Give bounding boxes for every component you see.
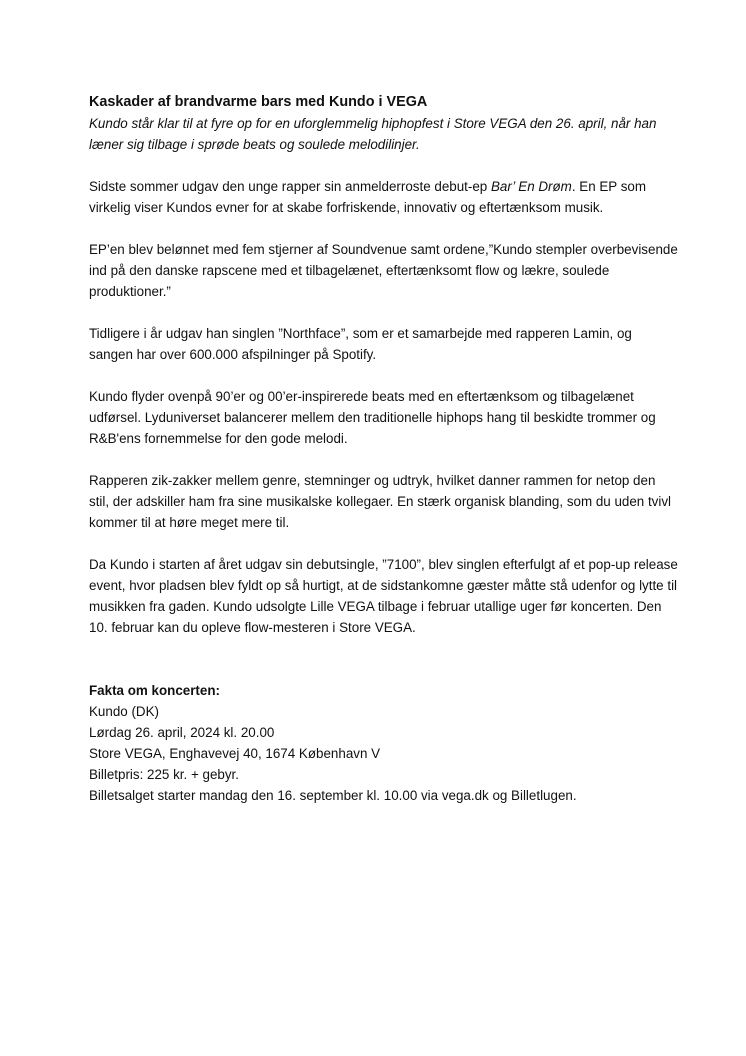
headline: Kaskader af brandvarme bars med Kundo i VEGA (89, 94, 428, 110)
paragraph-text: Sidste sommer udgav den unge rapper sin anmelderroste debut-ep (89, 179, 491, 194)
facts-section (89, 680, 679, 806)
facts-title: Fakta om koncerten: (89, 683, 220, 698)
paragraph-single: Tidligere i år udgav han singlen ”Northface”, som er et samarbejde med rapperen Lamin, og sangen har over 600.000 afspilninger på Spotify. (89, 326, 632, 362)
press-release-page (89, 92, 679, 806)
ep-title: Bar’ En Drøm (490, 179, 572, 194)
facts-price: Billetpris: 225 kr. + gebyr. (89, 767, 239, 782)
facts-ticket-sale: Billetsalget starter mandag den 16. september kl. 10.00 via vega.dk og Billetlugen. (89, 788, 577, 803)
paragraph-debut-ep (89, 176, 679, 218)
lead-paragraph: Kundo står klar til at fyre op for en uforglemmelig hiphopfest i Store VEGA den 26. april, når han læner sig tilbage i sprøde beats og soulede melodilinjer. (89, 116, 657, 152)
paragraph-sound: Kundo flyder ovenpå 90’er og 00’er-inspirerede beats med en eftertænksom og tilbagelænet udførsel. Lyduniverset balancerer mellem den traditionelle hiphops hang til beskidte trommer og R&B'ens fornemmelse for den gode melodi. (89, 389, 656, 446)
facts-venue: Store VEGA, Enghavevej 40, 1674 København V (89, 746, 381, 761)
facts-date: Lørdag 26. april, 2024 kl. 20.00 (89, 725, 275, 740)
facts-artist: Kundo (DK) (89, 704, 159, 719)
paragraph-review: EP’en blev belønnet med fem stjerner af Soundvenue samt ordene,”Kundo stempler overbevisende ind på den danske rapscene med et tilbagelænet, eftertænksomt flow og lækre, soulede produktioner.” (89, 242, 678, 299)
paragraph-history: Da Kundo i starten af året udgav sin debutsingle, ”7100”, blev singlen efterfulgt af et pop-up release event, hvor pladsen blev fyldt op så hurtigt, at de sidstankomne gæster måtte stå udenfor og lytte til musikken fra gaden. Kundo udsolgte Lille VEGA tilbage i februar utallige uger før koncerten. Den 10. februar kan du opleve flow-mesteren i Store VEGA. (89, 557, 678, 635)
paragraph-style: Rapperen zik-zakker mellem genre, stemninger og udtryk, hvilket danner rammen for netop den stil, der adskiller ham fra sine musikalske kollegaer. En stærk organisk blanding, som du uden tvivl kommer til at høre meget mere til. (89, 473, 672, 530)
paragraph-text: . En EP som virkelig viser Kundos evner for at skabe forfriskende, innovativ og eftertænksom musik. (89, 179, 647, 215)
